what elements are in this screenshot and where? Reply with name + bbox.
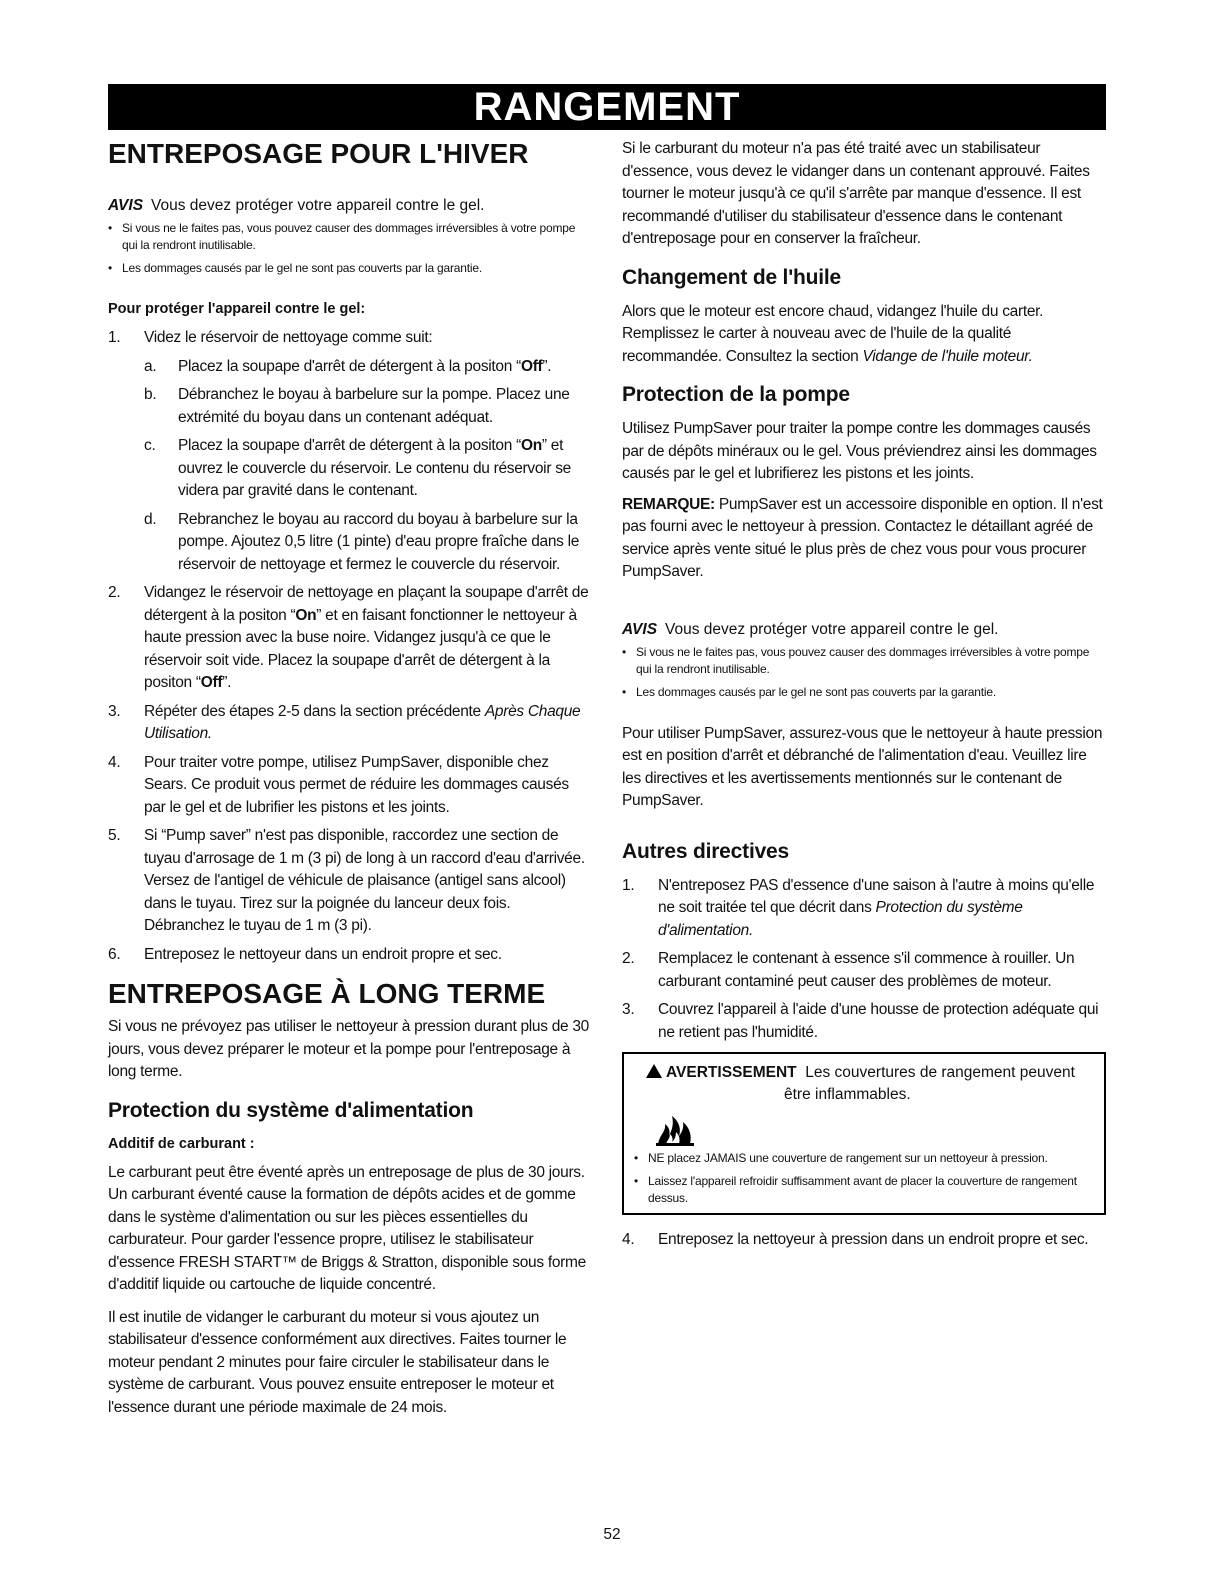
heading-oil-change: Changement de l'huile — [622, 265, 841, 289]
other-step-4: 4. Entreposez la nettoyeur à pression dans un endroit propre et sec. — [622, 1231, 1089, 1248]
warning-text: Les couvertures de rangement peuvent être inflammables. — [784, 1064, 1075, 1103]
step-1-substeps — [108, 356, 592, 577]
other-step-2: 2. Remplacez le contenant à essence s'il commence à rouiller. Un carburant contaminé peut causer des problèmes de moteur. — [622, 950, 1075, 990]
substep-d: d. Rebranchez le boyau au raccord du boyau à barbelure sur la pompe. Ajoutez 0,5 litre (1 pinte) d'eau propre fraîche dans le réservoir de nettoyage et fermez le couvercle du réservoir. — [144, 510, 580, 573]
notice-label: AVIS — [622, 620, 658, 638]
step-6: 6. Entreposez le nettoyeur dans un endroit propre et sec. — [108, 945, 502, 963]
notice-bullet: • Si vous ne le faites pas, vous pouvez causer des dommages irréversibles à votre pompe qui la rendront inutilisable. — [108, 220, 592, 254]
notice-line — [108, 196, 592, 216]
other-step-1: 1. N'entreposez PAS d'essence d'une saison à l'autre à moins qu'elle ne soit traitée tel que décrit dans Protection du système d'alimentation. — [622, 876, 1095, 939]
remark-label: REMARQUE: — [622, 495, 715, 513]
pump-paragraph-1: Utilisez PumpSaver pour traiter la pompe contre les dommages causés par de dépôts minéraux ou le gel. Vous préviendrez ainsi les dommages causés par le gel et lubrifierez les pistons et les joints. — [622, 420, 1097, 482]
warning-bullet: • Laissez l'appareil refroidir suffisamment avant de placer la couverture de rangement dessus. — [634, 1173, 1094, 1207]
step-3: 3. Répéter des étapes 2-5 dans la section précédente Après Chaque Utilisation. — [108, 702, 581, 742]
heading-long-term-storage: ENTREPOSAGE À LONG TERME — [108, 978, 546, 1009]
fire-hazard-icon — [656, 1112, 696, 1146]
notice-text: Vous devez protéger votre appareil contre le gel. — [151, 197, 485, 214]
step-5: 5. Si “Pump saver” n'est pas disponible, raccordez une section de tuyau d'arrosage de 1 m (3 pi) de long à un raccord d'eau d'arrivée. Versez de l'antigel de véhicule de plaisance (antigel sans alcool) dans le tuyau. Tirez sur la poignée du lanceur deux fois. Débranchez le tuyau de 1 m (3 pi). — [108, 827, 585, 934]
warning-title: AVERTISSEMENT — [666, 1064, 797, 1081]
heading-protect-freeze: Pour protéger l'appareil contre le gel: — [108, 301, 366, 317]
notice-bullet: • Si vous ne le faites pas, vous pouvez causer des dommages irréversibles à votre pompe qui la rendront inutilisable. — [622, 644, 1106, 678]
substep-b: b. Débranchez le boyau à barbelure sur la pompe. Placez une extrémité du boyau dans un contenant adéquat. — [144, 386, 570, 426]
step-4: 4. Pour traiter votre pompe, utilisez PumpSaver, disponible chez Sears. Ce produit vous permet de réduire les dommages causés par le gel et de lubrifier les pistons et les joints. — [108, 753, 569, 816]
step-2: 2. Vidangez le réservoir de nettoyage en plaçant la soupape d'arrêt de détergent à la positon “On” et en faisant fonctionner le nettoyeur à haute pression avec la buse noire. Vidangez jusqu'à ce que le réservoir soit vide. Placez la soupape d'arrêt de détergent à la positon “Off”. — [108, 584, 589, 691]
step-1: 1. Videz le réservoir de nettoyage comme suit: — [108, 329, 433, 346]
fuel-paragraph-2: Il est inutile de vidanger le carburant du moteur si vous ajoutez un stabilisateur d'essence conformément aux directives. Faites tourner le moteur pendant 2 minutes pour faire circuler le stabilisateur dans le système de carburant. Vous pouvez ensuite entreposer le moteur et l'essence durant une période maximale de 24 mois. — [108, 1308, 567, 1416]
winter-steps — [108, 327, 592, 350]
notice-label: AVIS — [108, 197, 144, 214]
other-steps-cont — [622, 1229, 1106, 1252]
winter-steps-cont — [108, 582, 592, 966]
left-column — [108, 138, 592, 1419]
heading-winter-storage: ENTREPOSAGE POUR L'HIVER — [108, 138, 529, 169]
other-steps — [622, 875, 1106, 1045]
pump-paragraph-2: Pour utiliser PumpSaver, assurez-vous que le nettoyeur à haute pression est en position d'arrêt et débranché de l'alimentation d'eau. Veuillez lire les directives et les avertissements mentionnés sur le contenant de PumpSaver. — [622, 724, 1103, 809]
substep-c: c. Placez la soupape d'arrêt de détergent à la positon “On” et ouvrez le couvercle du réservoir. Le contenu du réservoir se videra par gravité dans le contenant. — [144, 437, 571, 499]
warning-triangle-icon — [646, 1064, 662, 1078]
right-column — [622, 138, 1106, 1258]
other-step-3: 3. Couvrez l'appareil à l'aide d'une housse de protection adéquate qui ne retient pas l'humidité. — [622, 1001, 1099, 1041]
remark-paragraph: REMARQUE: PumpSaver est un accessoire disponible en option. Il n'est pas fourni avec le nettoyeur à pression. Contactez le détaillant agréé de service après vente situé le plus près de chez vous pour vous procurer PumpSaver. — [622, 495, 1103, 580]
long-term-intro: Si vous ne prévoyez pas utiliser le nettoyeur à pression durant plus de 30 jours, vous devez préparer le moteur et la pompe pour l'entreposage à long terme. — [108, 1018, 589, 1080]
oil-paragraph: Alors que le moteur est encore chaud, vidangez l'huile du carter. Remplissez le carter à nouveau avec de l'huile de la qualité recommandée. Consultez la section Vidange de l'huile moteur. — [622, 302, 1044, 365]
warning-bullet: • NE placez JAMAIS une couverture de rangement sur un nettoyeur à pression. — [634, 1150, 1094, 1167]
warning-header — [634, 1062, 1094, 1106]
substep-a: a. Placez la soupape d'arrêt de détergent à la positon “Off”. — [144, 357, 552, 375]
fuel-paragraph-3: Si le carburant du moteur n'a pas été traité avec un stabilisateur d'essence, vous devez le vidanger dans un contenant approuvé. Faites tourner le moteur jusqu'à ce qu'il s'arrête par manque d'essence. Il est recommandé d'utiliser du stabilisateur d'essence dans le contenant d'entreposage pour en conserver la fraîcheur. — [622, 140, 1090, 247]
heading-fuel-system: Protection du système d'alimentation — [108, 1098, 474, 1122]
notice-bullet: • Les dommages causés par le gel ne sont pas couverts par la garantie. — [622, 684, 1106, 701]
fuel-paragraph-1: Le carburant peut être éventé après un entreposage de plus de 30 jours. Un carburant éventé cause la formation de dépôts acides et de gomme dans le système d'alimentation ou sur les pièces essentielles du carburateur. Pour garder l'essence propre, utilisez le stabilisateur d'essence FRESH START™ de Briggs & Stratton, disponible sous forme d'additif liquide ou cartouche de liquide concentré. — [108, 1163, 586, 1293]
notice-line — [622, 620, 1106, 640]
notice-bullet: • Les dommages causés par le gel ne sont pas couverts par la garantie. — [108, 260, 592, 277]
page-number: 52 — [603, 1526, 621, 1543]
heading-fuel-additive: Additif de carburant : — [108, 1135, 255, 1152]
heading-pump-protection: Protection de la pompe — [622, 383, 850, 406]
heading-other-instructions: Autres directives — [622, 839, 790, 863]
notice-text: Vous devez protéger votre appareil contre le gel. — [665, 620, 999, 638]
warning-box — [622, 1052, 1106, 1215]
section-banner: RANGEMENT — [108, 84, 1106, 130]
